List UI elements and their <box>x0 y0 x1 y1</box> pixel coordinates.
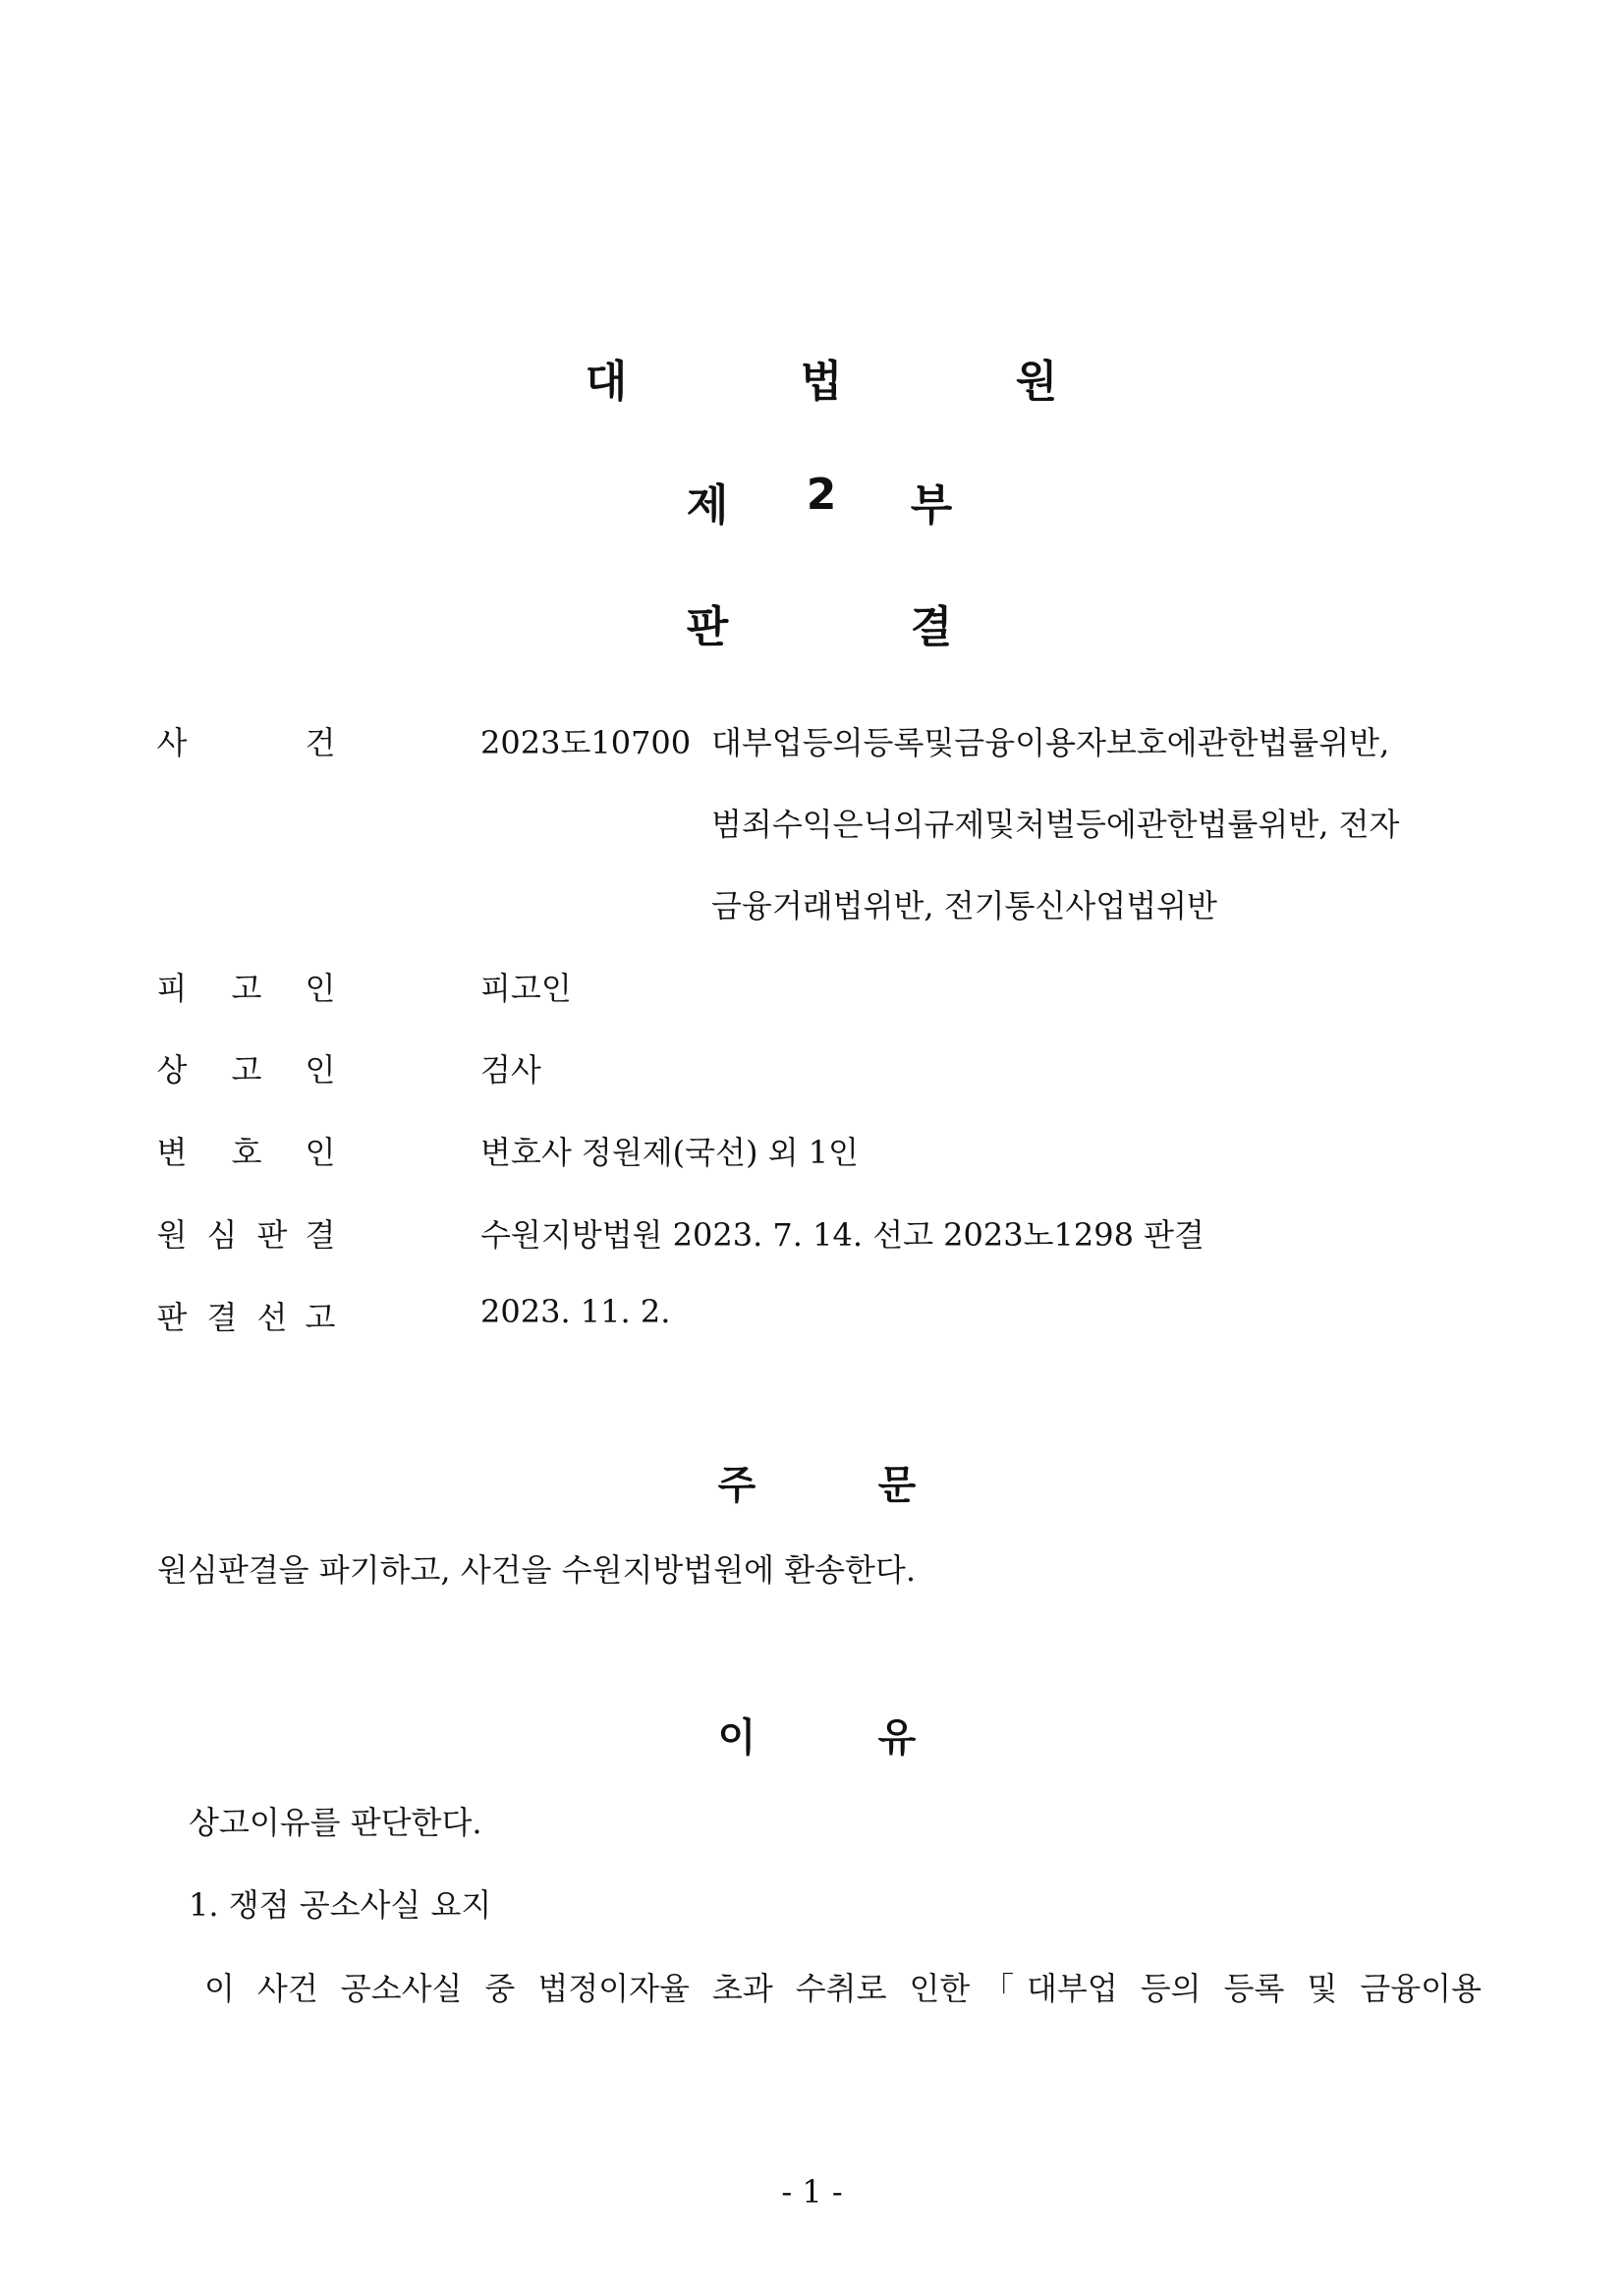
case-name-line: 금융거래법위반, 전기통신사업법위반 <box>711 887 1217 924</box>
court-name-char: 법 <box>800 357 843 407</box>
lower-judgment-value: 수원지방법원 2023. 7. 14. 선고 2023노1298 판결 <box>480 1216 1204 1254</box>
pronouncement-value: 2023. 11. 2. <box>480 1293 671 1330</box>
order-text: 원심판결을 파기하고, 사건을 수원지방법원에 환송한다. <box>157 1551 917 1589</box>
court-name-char: 대 <box>585 357 628 407</box>
division-name-char: 2 <box>806 470 837 520</box>
division-name-char: 부 <box>910 480 953 531</box>
document-type-char: 판 <box>686 602 729 652</box>
case-number: 2023도10700 <box>480 724 692 761</box>
document-type-char: 결 <box>910 602 953 652</box>
case-name-line: 범죄수익은닉의규제및처벌등에관한법률위반, 전자 <box>711 806 1400 843</box>
court-name-char: 원 <box>1015 357 1058 407</box>
page-number: - 1 - <box>781 2173 843 2211</box>
counsel-value: 변호사 정원제(국선) 외 1인 <box>480 1134 859 1171</box>
paragraph-text: 이 사건 공소사실 중 법정이자율 초과 수취로 인한「대부업 등의 등록 및 금융이용 <box>204 1970 1482 2007</box>
appellant-value: 검사 <box>480 1051 541 1089</box>
section-title: 1. 쟁점 공소사실 요지 <box>189 1886 492 1924</box>
division-name-char: 제 <box>686 480 729 531</box>
reasons-intro: 상고이유를 판단한다. <box>189 1804 482 1841</box>
case-name-line: 대부업등의등록및금융이용자보호에관한법률위반, <box>711 724 1390 761</box>
defendant-value: 피고인 <box>480 970 572 1007</box>
